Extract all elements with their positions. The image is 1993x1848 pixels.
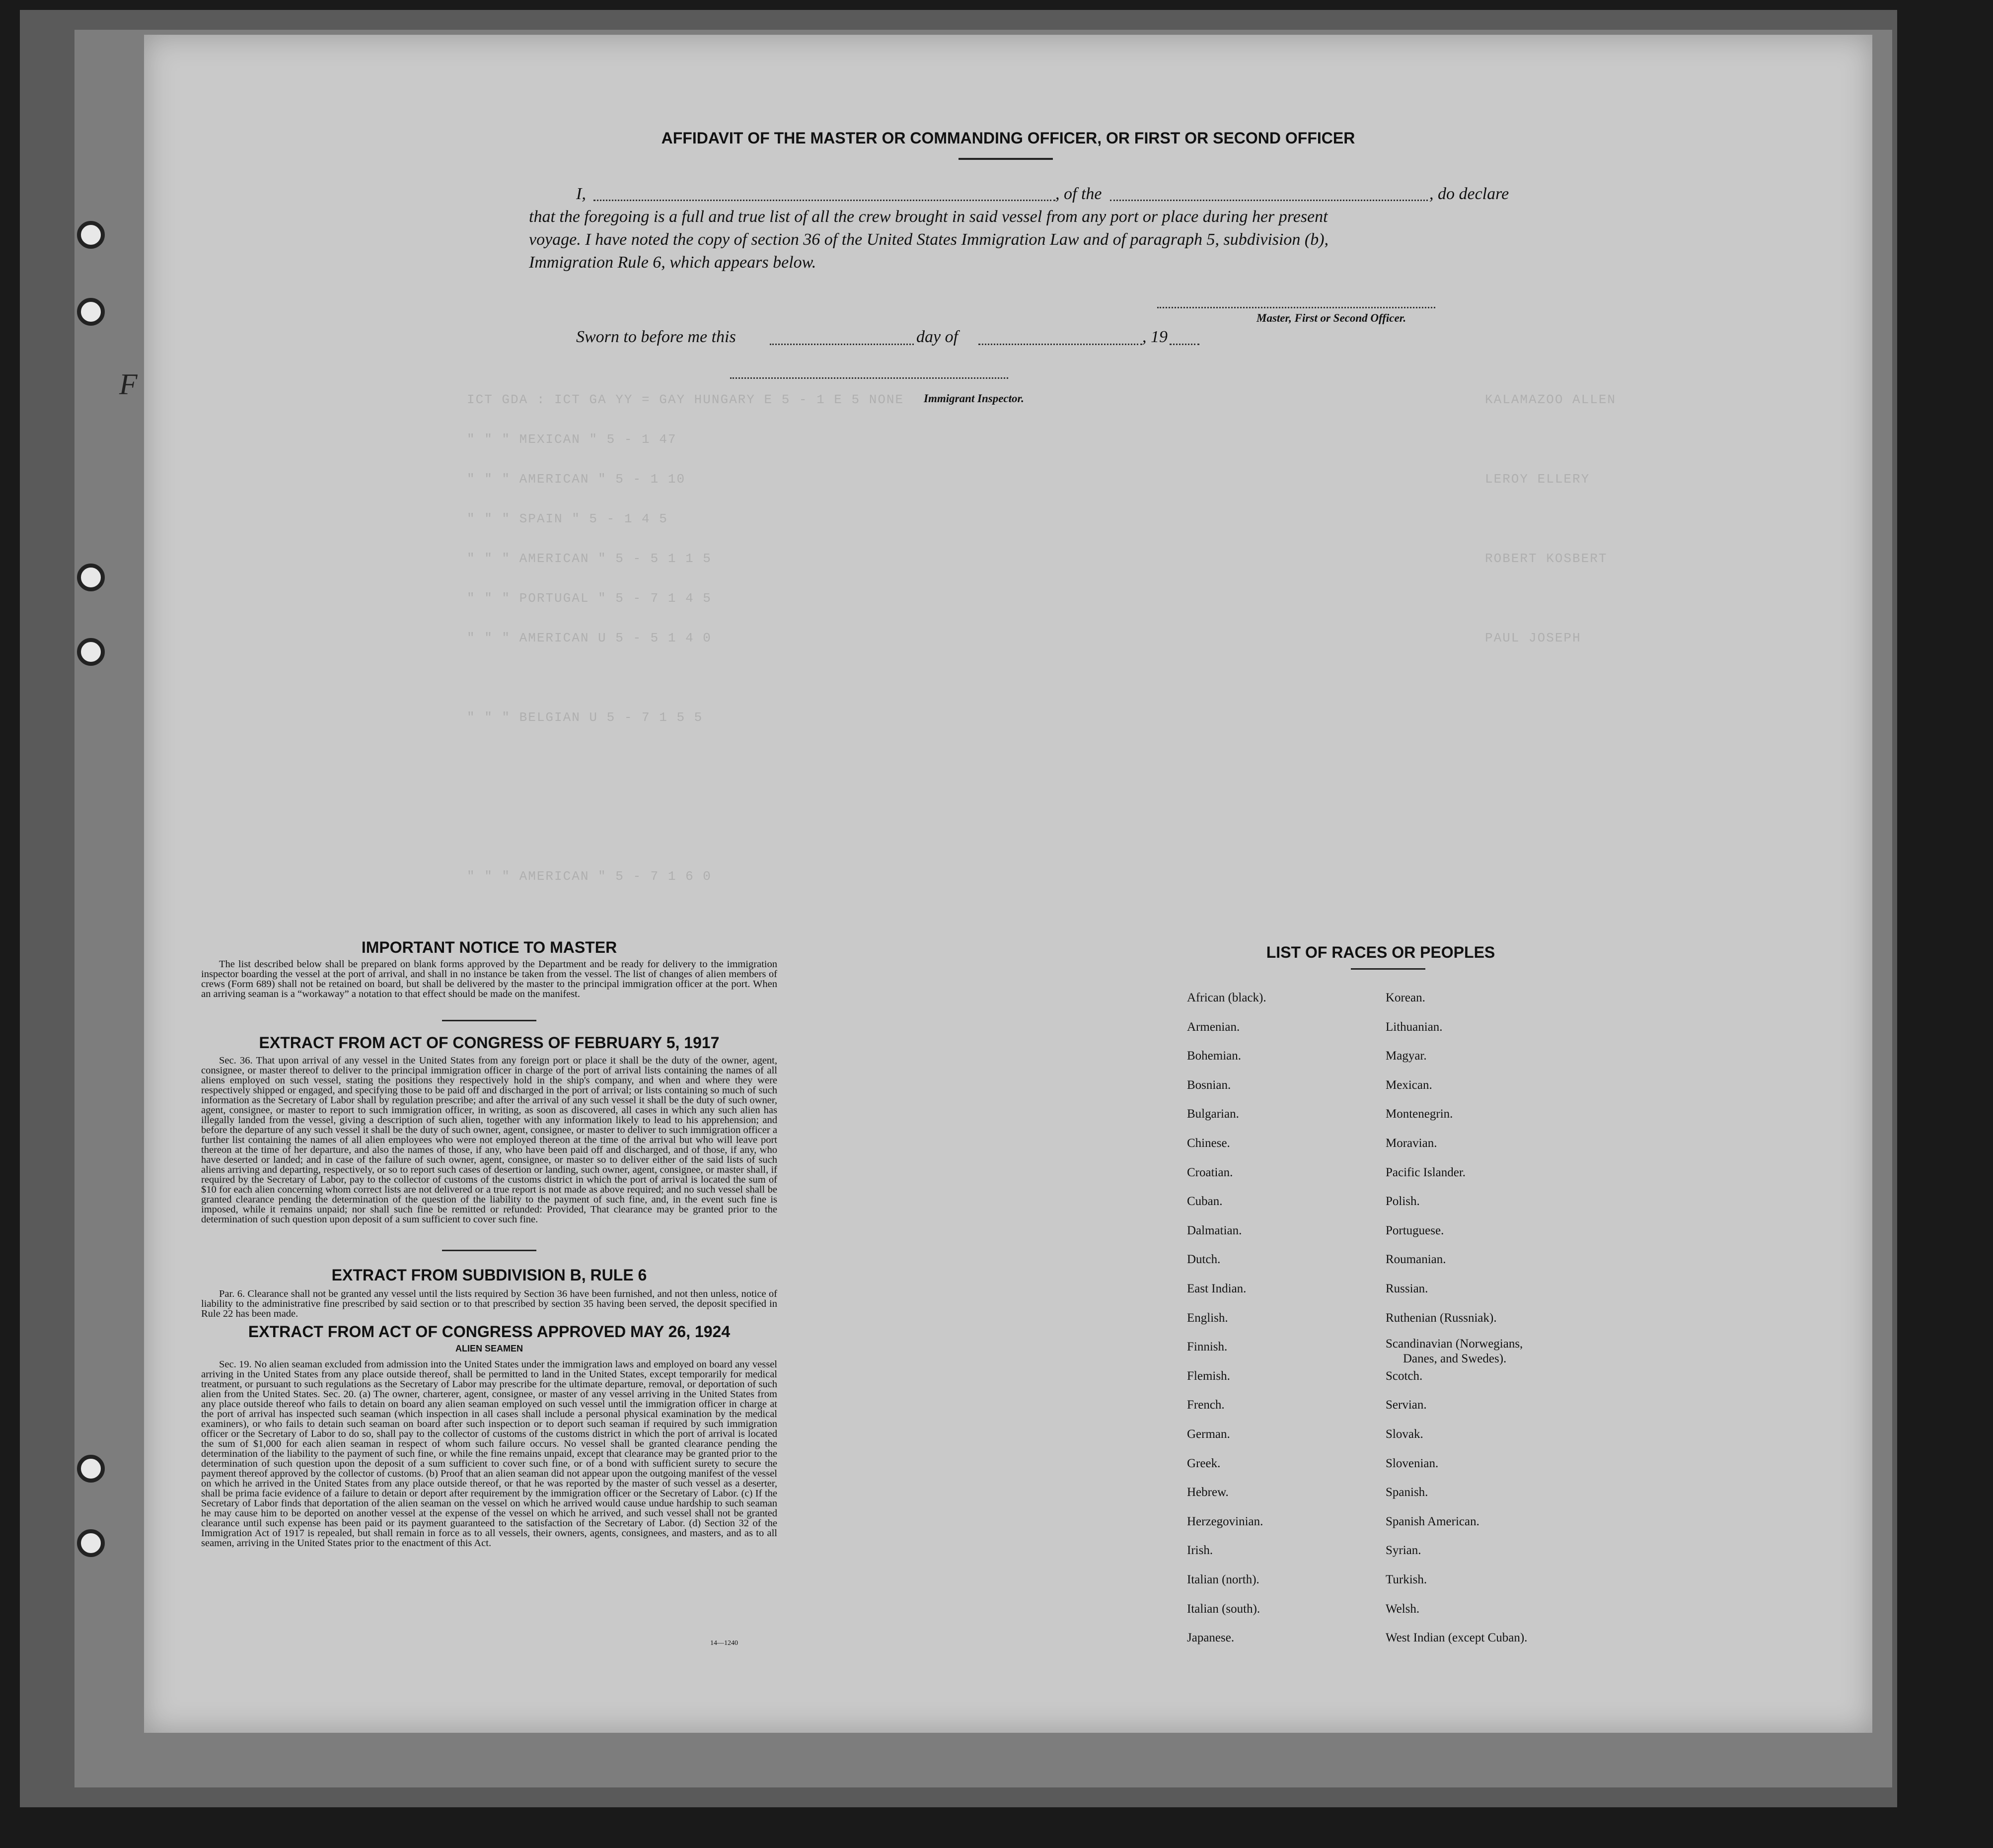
affidavit-i-label: I, (576, 185, 586, 203)
master-name-field[interactable] (593, 200, 1055, 201)
race-item: Irish. (1187, 1544, 1213, 1558)
extract-1917-body: Sec. 36. That upon arrival of any vessel in the United States from any foreign port or place it shall be the duty of the owner, agent, consignee, or master thereof to deliver to the principal immigration officer in charge of the port of arrival lists containing the names of all aliens employed on such vessel, stating the positions they respectively hold in the ship's company, and when and where they were respectively shipped or engaged, and specifying those to be paid off and discharged in the port of arrival; or lists containing so much of such information as the Secretary of Labor shall by regulation prescribe; and after the arrival of any such vessel it shall be the duty of such owner, agent, consignee, or master to report to such immigration officer, in writing, as soon as discovered, all cases in which any such alien has illegally landed from the vessel, giving a description of such alien, together with any information likely to lead to his apprehension; and before the departure of any such vessel it shall be the duty of such owner, agent, consignee, or master to deliver to such immigration officer a further list containing the names of all alien employees who were not employed thereon at the time of the arrival but who will leave port thereon at the time of her departure, and also the names of those, if any, who have been paid off and discharged, and of those, if any, who have deserted or landed; and in case of the failure of such owner, agent, consignee, or master so to deliver either of the said lists of such aliens arriving and departing, respectively, or so to report such cases of desertion or landing, such owner, agent, consignee, or master shall, if required by the Secretary of Labor, pay to the collector of customs of the customs district in which the port of arrival is located the sum of $10 for each alien concerning whom correct lists are not delivered or a true report is not made as above required; and no such vessel shall be granted clearance pending the determination of the question of the liability to the payment of such fine, and, in the event such fine is imposed, while it remains unpaid; nor shall such fine be remitted or refunded: Provided, That clearance may be granted prior to the determination of such question upon deposit of a sum sufficient to cover such fine. (201, 1055, 777, 1225)
vessel-name-field[interactable] (1110, 200, 1428, 201)
race-item: Scandinavian (Norwegians, (1386, 1337, 1523, 1351)
race-item: Greek. (1187, 1456, 1221, 1470)
race-item: Cuban. (1187, 1195, 1223, 1208)
race-item: Finnish. (1187, 1340, 1228, 1354)
binder-hole (77, 1529, 105, 1557)
race-item: Polish. (1386, 1195, 1420, 1208)
race-item: African (black). (1187, 991, 1266, 1004)
sworn-month-field[interactable] (978, 344, 1142, 345)
race-item: Chinese. (1187, 1137, 1230, 1150)
signature-label: Master, First or Second Officer. (1256, 312, 1406, 324)
race-item: Italian (north). (1187, 1573, 1259, 1586)
race-item: Lithuanian. (1386, 1020, 1443, 1034)
manifest-page: ICT GDA : ICT GA YY = GAY HUNGARY E 5 - 1 E 5 NONE " " " MEXICAN " 5 - 1 47 " " " AMERICAN " 5 - 1 10 " " " SPAIN " 5 - 1 4 5 " " " AMERICAN " 5 - 5 1 1 5 " " " PORTUGAL " 5 - 7 1 4 5 " " " AMERICAN U 5 - 5 1 4 0 " " " BELGIAN U 5 - 7 1 5 5 " " " AMERICAN " 5 - 7 1 6 0 KALAMAZOO ALLEN LEROY ELLERY ROBERT KOSBERT PAUL JOSEPH AFFIDAVIT OF THE MASTER OR COMMANDING OFFICER, OR FIRST OR SECOND OFFICER I, , of the , do declare that the foregoing is a full and true list of all the crew brought in said vessel from any port or place during her present voyage. I have noted the copy of section 36 of the United States Immigration Law and of paragraph 5, subdivision (b), Immigration Rule 6, which appears below. Master, First or Second Officer. Sworn to before me this day of , 19 Immigrant Inspector. IMPORTANT NOTICE TO MASTER The list described below shall be prepared on blank forms approved by the Department and be ready for delivery to the immigration inspector boarding the vessel at the port of arrival, and shall in no instance be taken from the vessel. The list of changes of alien members of crews (Form 689) shall not be retained on board, but shall be delivered by the master to the principal immigration officer at the port. When an arriving seaman is a “workaway” a notation to that effect should be made on the manifest. EXTRACT FROM ACT OF CONGRESS OF FEBRUARY 5, 1917 Sec. 36. That upon arrival of any vessel in the United States from any foreign port or place it shall be the duty of the owner, agent, consignee, or master thereof to deliver to the principal immigration officer in charge of the port of arrival lists containing the names of all aliens employed on such vessel, stating the positions they respectively hold in the ship's company, and when and where they were respectively shipped or engaged, and specifying those to be paid off and discharged in the port of arrival; or lists containing so much of such information as the Secretary of Labor shall by regulation prescribe; and after the arrival of any such vessel it shall be the duty of such owner, agent, consignee, or master to report to such immigration officer, in writing, as soon as discovered, all cases in which any such alien has illegally landed from the vessel, giving a description of such alien, together with any information likely to lead to his apprehension; and before the departure of any such vessel it shall be the duty of such owner, agent, consignee, or master to deliver to such immigration officer a further list containing the names of all alien employees who were not employed thereon at the time of the arrival but who will leave port thereon at the time of her departure, and also the names of those, if any, who have been paid off and discharged, and of those, if any, who have deserted or landed; and in case of the failure of such owner, agent, consignee, or master so to deliver either of the said lists of such aliens arriving and departing, respectively, or so to report such cases of desertion or landing, such owner, agent, consignee, or master shall, if required by the Secretary of Labor, pay to the collector of customs of the customs district in which the port of arrival is located the sum of $10 for each alien concerning whom correct lists are not delivered or a true report is not made as above required; and no such vessel shall be granted clearance pending the determination of the question of the liability to the payment of such fine, and, in the event such fine is imposed, while it remains unpaid; nor shall such fine be remitted or refunded: Provided, That clearance may be granted prior to the determination of such question upon deposit of a sum sufficient to cover such fine. EXTRACT FROM SUBDIVISION B, RULE 6 Par. 6. Clearance shall not be granted any vessel until the lists required by Section 36 have been furnished, and not then unless, notice of liability to the administrative fine prescribed by said section or to that prescribed by section 35 having been served, the deposit specified in Rule 22 has been made. EXTRACT FROM ACT OF CONGRESS APPROVED MAY 26, 1924 ALIEN SEAMEN Sec. 19. No alien seaman excluded from admission into the United States under the immigration laws and employed on board any vessel arriving in the United States from any place outside thereof, shall be permitted to land in the United States, except temporarily for medical treatment, or pursuant to such regulations as the Secretary of Labor may prescribe for the ultimate departure, removal, or deportation of such alien from the United States. Sec. 20. (a) The owner, charterer, agent, consignee, or master of any vessel arriving in the United States from any place outside thereof who fails to detain on board any alien seaman employed on such vessel until the immigration officer in charge at the port of arrival has inspected such seaman (which inspection in all cases shall include a personal physical examination by the medical examiners), or who fails to detain such seaman on board after such inspection or to deport such seaman if required by such immigration officer or the Secretary of Labor to do so, shall pay to the collector of customs of the customs district in which the port of arrival is located the sum of $1,000 for each alien seaman in respect of whom such failure occurs. No vessel shall be granted clearance pending the determination of the liability to the payment of such fine, or while the fine remains unpaid, except that clearance may be granted prior to the determination of such question upon the deposit of a sum sufficient to cover such fine, or of a bond with sufficient surety to secure the payment thereof approved by the collector of customs. (b) Proof that an alien seaman did not appear upon the outgoing manifest of the vessel on which he arrived in the United States from any place outside thereof, or that he was reported by the master of such vessel as a deserter, shall be prima facie evidence of a failure to detain or deport after requirement by the immigration officer or the Secretary of Labor. (c) If the Secretary of Labor finds that deportation of the alien seaman on the vessel on which he arrived would cause undue hardship to such seaman he may cause him to be deported on another vessel at the expense of the vessel on which he arrived, and such vessel shall not be granted clearance until such expense has been paid or its payment guaranteed to the satisfaction of the Secretary of Labor. (d) Section 32 of the Immigration Act of 1917 is repealed, but shall remain in force as to all vessels, their owners, agents, consignees, and masters, and as to all seamen, arriving in the United States prior to the enactment of this Act. 14—1240 LIST OF RACES OR PEOPLES African (black). Armenian. Bohemian. Bosnian. Bulgarian. Chinese. Croatian. Cuban. Dalmatian. Dutch. East Indian. English. Finnish. Flemish. French. German. Greek. Hebrew. Herzegovinian. Irish. Italian (north). Italian (south). Japanese. Korean. Lithuanian. Magyar. Mexican. Montenegrin. Moravian. Pacific Islander. Polish. Portuguese. Roumanian. Russian. Ruthenian (Russniak). Scandinavian (Norwegians, Scotch. Servian. Slovak. Slovenian. Spanish. Spanish American. Syrian. Turkish. Welsh. West Indian (except Cuban). Danes, and Swedes). (144, 35, 1872, 1733)
race-item: West Indian (except Cuban). (1386, 1631, 1528, 1645)
race-item: Flemish. (1187, 1369, 1230, 1383)
binder-hole (77, 298, 105, 326)
extract-1924-body: Sec. 19. No alien seaman excluded from admission into the United States under the immigration laws and employed on board any vessel arriving in the United States from any place outside thereof, shall be permitted to land in the United States, except temporarily for medical treatment, or pursuant to such regulations as the Secretary of Labor may prescribe for the ultimate departure, removal, or deportation of such alien from the United States. Sec. 20. (a) The owner, charterer, agent, consignee, or master of any vessel arriving in the United States from any place outside thereof who fails to detain on board any alien seaman employed on such vessel until the immigration officer in charge at the port of arrival has inspected such seaman (which inspection in all cases shall include a personal physical examination by the medical examiners), or who fails to detain such seaman on board after such inspection or to deport such seaman if required by such immigration officer or the Secretary of Labor to do so, shall pay to the collector of customs of the customs district in which the port of arrival is located the sum of $1,000 for each alien seaman in respect of whom such failure occurs. No vessel shall be granted clearance pending the determination of the liability to the payment of such fine, or while the fine remains unpaid, except that clearance may be granted prior to the determination of such question upon the deposit of a sum sufficient to cover such fine, or of a bond with sufficient surety to secure the payment thereof approved by the collector of customs. (b) Proof that an alien seaman did not appear upon the outgoing manifest of the vessel on which he arrived in the United States from any place outside thereof, or that he was reported by the master of such vessel as a deserter, shall be prima facie evidence of a failure to detain or deport after requirement by the immigration officer or the Secretary of Labor. (c) If the Secretary of Labor finds that deportation of the alien seaman on the vessel on which he arrived would cause undue hardship to such seaman he may cause him to be deported on another vessel at the expense of the vessel on which he arrived, and such vessel shall not be granted clearance until such expense has been paid or its payment guaranteed to the satisfaction of the Secretary of Labor. (d) Section 32 of the Immigration Act of 1917 is repealed, but shall remain in force as to all vessels, their owners, agents, consignees, and masters, and as to all seamen, arriving in the United States prior to the enactment of this Act. (201, 1359, 777, 1549)
subdivision-b-body: Par. 6. Clearance shall not be granted any vessel until the lists required by Section 36 have been furnished, and not then unless, notice of liability to the administrative fine prescribed by said section or to that prescribed by section 35 having been served, the deposit specified in Rule 22 has been made. (201, 1288, 777, 1319)
race-item: Bulgarian. (1187, 1107, 1239, 1121)
race-item: English. (1187, 1311, 1228, 1325)
race-item: Turkish. (1386, 1573, 1427, 1586)
race-item: Bosnian. (1187, 1078, 1231, 1092)
race-item: Croatian. (1187, 1165, 1233, 1179)
form-number: 14—1240 (710, 1639, 738, 1647)
subdivision-b-title: EXTRACT FROM SUBDIVISION B, RULE 6 (331, 1266, 647, 1284)
race-item: Bohemian. (1187, 1049, 1242, 1063)
race-item: Syrian. (1386, 1544, 1421, 1558)
divider (442, 1020, 536, 1021)
race-item: Spanish. (1386, 1486, 1428, 1499)
inspector-signature-field[interactable] (730, 377, 1008, 379)
race-item: Welsh. (1386, 1602, 1420, 1616)
race-item: Dalmatian. (1187, 1223, 1242, 1237)
race-item: Korean. (1386, 991, 1425, 1004)
race-item: Roumanian. (1386, 1253, 1446, 1267)
race-item: Spanish American. (1386, 1514, 1479, 1528)
affidavit-declare-label: , do declare (1429, 185, 1509, 203)
race-item: Slovak. (1386, 1427, 1423, 1441)
title-underline (959, 158, 1053, 160)
race-item: Ruthenian (Russniak). (1386, 1311, 1497, 1325)
race-item: Servian. (1386, 1398, 1427, 1412)
race-item: Armenian. (1187, 1020, 1240, 1034)
affidavit-body-line2: that the foregoing is a full and true list of all the crew brought in said vessel from any port or place during her present (529, 208, 1328, 226)
race-item: East Indian. (1187, 1282, 1247, 1295)
binder-hole (77, 638, 105, 666)
race-item: Russian. (1386, 1282, 1428, 1295)
extract-1917-title: EXTRACT FROM ACT OF CONGRESS OF FEBRUARY 5, 1917 (259, 1034, 720, 1052)
race-item: Magyar. (1386, 1049, 1427, 1063)
divider (442, 1250, 536, 1251)
race-item: Herzegovinian. (1187, 1514, 1263, 1528)
race-item: Mexican. (1386, 1078, 1432, 1092)
notice-title: IMPORTANT NOTICE TO MASTER (361, 938, 617, 956)
extract-1924-subtitle: ALIEN SEAMEN (455, 1344, 523, 1353)
race-item: Montenegrin. (1386, 1107, 1453, 1121)
race-item: Danes, and Swedes). (1403, 1352, 1507, 1366)
race-item: Dutch. (1187, 1253, 1221, 1267)
race-item: Italian (south). (1187, 1602, 1260, 1616)
race-item: Slovenian. (1386, 1456, 1439, 1470)
margin-mark: F (119, 368, 138, 401)
sworn-day-field[interactable] (770, 344, 914, 345)
sworn-prefix: Sworn to before me this (576, 328, 736, 346)
race-item: German. (1187, 1427, 1230, 1441)
binder-hole (77, 1455, 105, 1483)
divider (1351, 968, 1425, 970)
race-item: French. (1187, 1398, 1225, 1412)
inspector-label: Immigrant Inspector. (924, 392, 1024, 405)
extract-1924-title: EXTRACT FROM ACT OF CONGRESS APPROVED MAY 26, 1924 (248, 1323, 731, 1341)
race-item: Scotch. (1386, 1369, 1423, 1383)
sworn-year-field[interactable] (1170, 344, 1199, 345)
sworn-day-of: day of (916, 328, 959, 346)
affidavit-body-line3: voyage. I have noted the copy of section 36 of the United States Immigration Law and of paragraph 5, subdivision (b), (529, 230, 1329, 249)
affidavit-title: AFFIDAVIT OF THE MASTER OR COMMANDING OFFICER, OR FIRST OR SECOND OFFICER (661, 129, 1355, 147)
master-signature-field[interactable] (1157, 307, 1435, 308)
race-item: Pacific Islander. (1386, 1165, 1466, 1179)
notice-body: The list described below shall be prepared on blank forms approved by the Department and be ready for delivery to the immigration inspector boarding the vessel at the port of arrival, and shall in no instance be taken from the vessel. The list of changes of alien members of crews (Form 689) shall not be retained on board, but shall be delivered by the master to the principal immigration officer at the port. When an arriving seaman is a “workaway” a notation to that effect should be made on the manifest. (201, 959, 777, 999)
binder-hole (77, 564, 105, 591)
race-item: Moravian. (1386, 1137, 1437, 1150)
race-item: Portuguese. (1386, 1223, 1444, 1237)
binder-hole (77, 221, 105, 249)
affidavit-body-line4: Immigration Rule 6, which appears below. (529, 253, 816, 272)
races-title: LIST OF RACES OR PEOPLES (1266, 943, 1495, 961)
race-item: Japanese. (1187, 1631, 1235, 1645)
affidavit-of-the-label: , of the (1055, 185, 1102, 203)
race-item: Hebrew. (1187, 1486, 1229, 1499)
sworn-year: , 19 (1142, 328, 1168, 346)
